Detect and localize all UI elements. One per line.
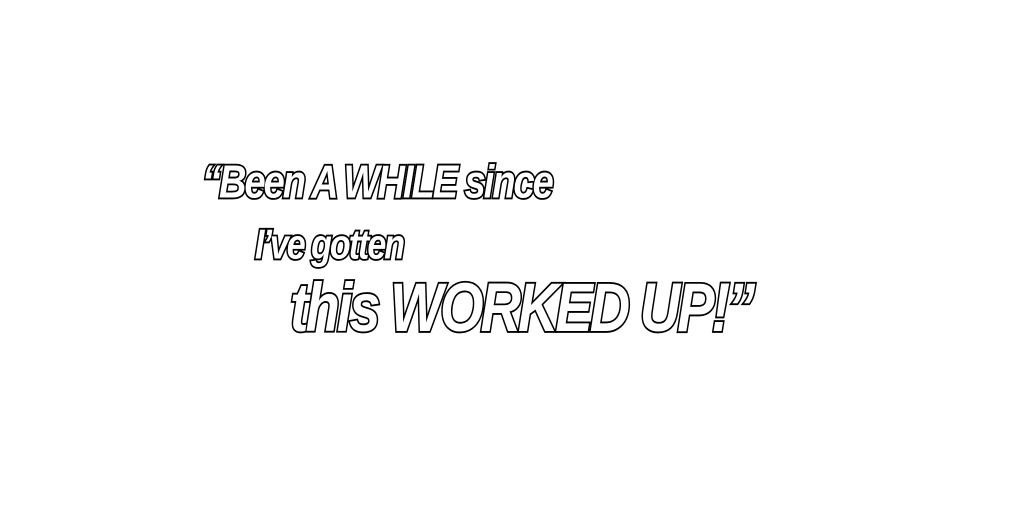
quote-line-2: I’ve gotten [255, 222, 404, 269]
quote-line-1: “Been A WHILE since [202, 157, 552, 209]
quote-line-3: this WORKED UP!” [290, 268, 753, 346]
